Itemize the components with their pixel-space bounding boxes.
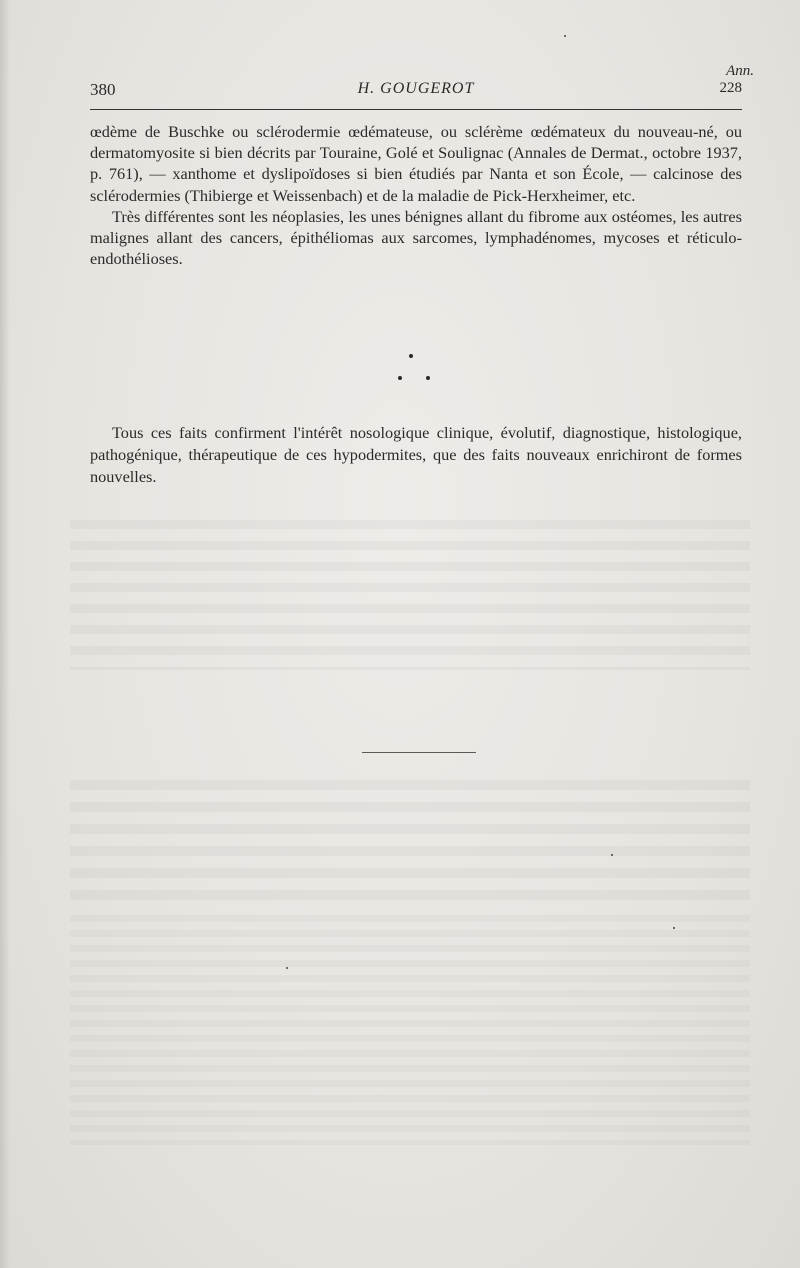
paper-speck (286, 967, 288, 969)
margin-note: Ann. (726, 63, 754, 79)
paper-speck (611, 854, 613, 856)
show-through-texture (70, 780, 750, 900)
header-rule (90, 109, 742, 110)
page-number: 380 (90, 80, 116, 99)
asterism-dot (409, 354, 413, 358)
show-through-texture (70, 520, 750, 670)
asterism-dot (398, 376, 402, 380)
page-edge-shadow (0, 0, 10, 1268)
paragraph: Tous ces faits confirment l'intérêt nosologique clinique, évolutif, diagnostique, histologique, pathogénique, thérapeutique de ces hypodermites, que des faits nouveaux enrichiront de formes nouvelles. (90, 423, 742, 486)
body-text (90, 121, 742, 269)
conclusion-text (90, 422, 742, 488)
running-title: H. GOUGEROT (357, 80, 475, 97)
show-through-texture (70, 915, 750, 1145)
paragraph: œdème de Buschke ou sclérodermie œdémateuse, ou sclérème œdémateux du nouveau-né, ou dermatomyosite si bien décrits par Touraine, Golé et Soulignac (Annales de Dermat., octobre 1937, p. 761), — xanthome et dyslipoïdoses si bien étudiés par Nanta et son École, — calcinose des sclérodermies (Thibierge et Weissenbach) et de la maladie de Pick-Herxheimer, etc. (90, 122, 742, 205)
asterism-dot (426, 376, 430, 380)
paragraph: Très différentes sont les néoplasies, les unes bénignes allant du fibrome aux ostéomes, les autres malignes allant des cancers, épithéliomas aux sarcomes, lymphadénomes, mycoses et réticulo-endothélioses. (90, 206, 742, 269)
paper-speck (673, 927, 675, 929)
page-header (90, 80, 742, 104)
reference-number: 228 (719, 80, 742, 96)
paper-speck (564, 35, 566, 37)
asterism-separator (0, 348, 800, 388)
faint-rule (362, 752, 476, 753)
